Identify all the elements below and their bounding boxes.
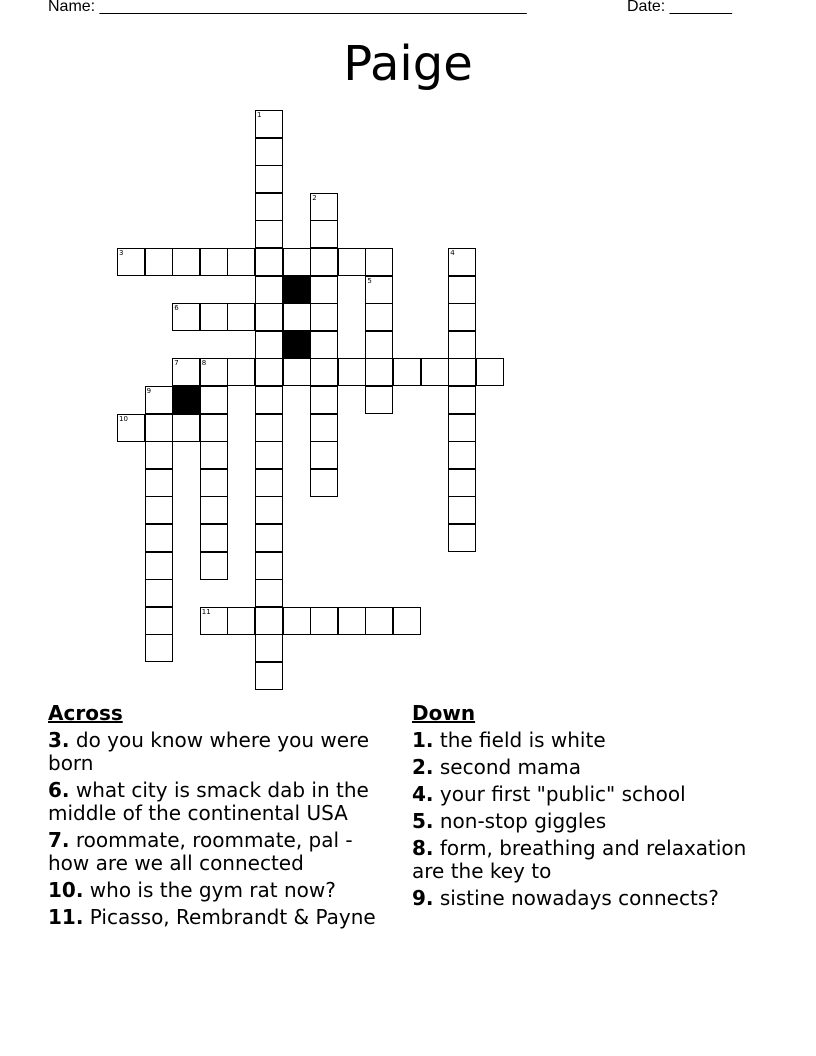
grid-cell[interactable] <box>310 193 338 221</box>
down-clues <box>412 702 752 914</box>
grid-cell[interactable] <box>310 386 338 414</box>
grid-cell[interactable] <box>200 441 228 469</box>
clue-number: 1. <box>412 728 434 752</box>
grid-cell[interactable] <box>145 386 173 414</box>
grid-cell[interactable] <box>200 386 228 414</box>
grid-cell[interactable] <box>255 607 283 635</box>
grid-cell[interactable] <box>145 607 173 635</box>
grid-cell[interactable] <box>227 607 255 635</box>
grid-cell[interactable] <box>283 607 311 635</box>
grid-cell[interactable] <box>227 248 255 276</box>
clue-number: 10. <box>48 878 84 902</box>
grid-cell[interactable] <box>255 662 283 690</box>
clue-text: do you know where you were born <box>48 728 370 775</box>
clue-number: 7. <box>48 828 70 852</box>
grid-cell[interactable] <box>145 579 173 607</box>
across-clues <box>48 702 393 933</box>
grid-cell[interactable] <box>255 386 283 414</box>
grid-cell[interactable] <box>448 303 476 331</box>
clue-text: what city is smack dab in the middle of the continental USA <box>48 778 369 825</box>
grid-cell[interactable] <box>255 358 283 386</box>
blocked-cell <box>283 276 311 304</box>
grid-cell[interactable] <box>200 607 228 635</box>
clue-text: the field is white <box>433 728 606 752</box>
grid-cell[interactable] <box>365 386 393 414</box>
grid-cell[interactable] <box>255 414 283 442</box>
grid-cell[interactable] <box>365 331 393 359</box>
clue-number-label: 8 <box>201 359 207 368</box>
grid-cell[interactable] <box>145 414 173 442</box>
name-field-label: Name: ________________________________________________ <box>48 0 527 15</box>
down-clue <box>412 837 752 883</box>
grid-cell[interactable] <box>255 579 283 607</box>
grid-cell[interactable] <box>310 469 338 497</box>
grid-cell[interactable] <box>310 441 338 469</box>
grid-cell[interactable] <box>255 220 283 248</box>
grid-cell[interactable] <box>310 220 338 248</box>
grid-cell[interactable] <box>365 303 393 331</box>
clue-number-label: 10 <box>119 414 128 423</box>
clue-text: who is the gym rat now? <box>83 878 336 902</box>
grid-cell[interactable] <box>255 496 283 524</box>
clue-number-label: 7 <box>174 359 179 368</box>
clue-number: 3. <box>48 728 70 752</box>
grid-cell[interactable] <box>283 358 311 386</box>
blocked-cell <box>172 386 200 414</box>
clue-number: 11. <box>48 905 84 929</box>
grid-cell[interactable] <box>145 552 173 580</box>
grid-cell[interactable] <box>145 524 173 552</box>
grid-cell[interactable] <box>393 607 421 635</box>
grid-cell[interactable] <box>365 248 393 276</box>
clue-number-label: 9 <box>146 387 152 395</box>
down-heading: Down <box>412 701 476 725</box>
grid-cell[interactable] <box>227 303 255 331</box>
grid-cell[interactable] <box>255 165 283 193</box>
grid-cell[interactable] <box>200 524 228 552</box>
clue-number: 9. <box>412 886 434 910</box>
grid-cell[interactable] <box>172 414 200 442</box>
grid-cell[interactable] <box>255 248 283 276</box>
grid-cell[interactable] <box>476 358 504 386</box>
grid-cell[interactable] <box>200 552 228 580</box>
grid-cell[interactable] <box>255 110 283 138</box>
grid-cell[interactable] <box>310 248 338 276</box>
grid-cell[interactable] <box>255 331 283 359</box>
grid-cell[interactable] <box>200 248 228 276</box>
clue-number: 6. <box>48 778 70 802</box>
grid-cell[interactable] <box>338 358 366 386</box>
grid-cell[interactable] <box>255 469 283 497</box>
grid-cell[interactable] <box>145 441 173 469</box>
blocked-cell <box>283 331 311 359</box>
down-clue <box>412 887 752 910</box>
grid-cell[interactable] <box>255 441 283 469</box>
clue-text: Picasso, Rembrandt & Payne <box>83 905 376 929</box>
date-field-label: Date: _______ <box>627 0 732 15</box>
grid-cell[interactable] <box>365 358 393 386</box>
grid-cell[interactable] <box>448 248 476 276</box>
grid-cell[interactable] <box>145 496 173 524</box>
across-clue <box>48 879 393 902</box>
clue-number: 2. <box>412 755 434 779</box>
down-clue <box>412 783 752 806</box>
clue-number: 5. <box>412 809 434 833</box>
across-clue <box>48 906 393 929</box>
grid-cell[interactable] <box>448 441 476 469</box>
clue-number: 4. <box>412 782 434 806</box>
grid-cell[interactable] <box>365 276 393 304</box>
across-clue <box>48 729 393 775</box>
grid-cell[interactable] <box>255 552 283 580</box>
grid-cell[interactable] <box>448 414 476 442</box>
clue-text: sistine nowadays connects? <box>433 886 719 910</box>
clue-number-label: 5 <box>367 276 372 285</box>
clue-text: non-stop giggles <box>433 809 607 833</box>
clue-number-label: 11 <box>201 607 211 616</box>
clue-number-label: 4 <box>450 249 455 257</box>
grid-cell[interactable] <box>255 193 283 221</box>
grid-cell[interactable] <box>255 524 283 552</box>
grid-cell[interactable] <box>448 276 476 304</box>
grid-cell[interactable] <box>310 607 338 635</box>
clue-number-label: 6 <box>174 304 179 313</box>
across-clue <box>48 779 393 825</box>
grid-cell[interactable] <box>255 138 283 166</box>
grid-cell[interactable] <box>310 358 338 386</box>
grid-cell[interactable] <box>172 248 200 276</box>
grid-cell[interactable] <box>310 303 338 331</box>
grid-cell[interactable] <box>310 331 338 359</box>
grid-cell[interactable] <box>338 607 366 635</box>
grid-cell[interactable] <box>448 331 476 359</box>
grid-cell[interactable] <box>310 414 338 442</box>
down-clue <box>412 756 752 779</box>
grid-cell[interactable] <box>310 276 338 304</box>
clue-number: 8. <box>412 836 434 860</box>
grid-cell[interactable] <box>200 496 228 524</box>
grid-cell[interactable] <box>200 358 228 386</box>
clue-number-label: 3 <box>119 249 124 257</box>
grid-cell[interactable] <box>448 358 476 386</box>
grid-cell[interactable] <box>448 524 476 552</box>
clue-number-label: 2 <box>312 193 317 202</box>
down-clue <box>412 729 752 752</box>
grid-cell[interactable] <box>448 469 476 497</box>
grid-cell[interactable] <box>172 303 200 331</box>
grid-cell[interactable] <box>365 607 393 635</box>
grid-cell[interactable] <box>448 386 476 414</box>
grid-cell[interactable] <box>145 634 173 662</box>
clue-text: second mama <box>433 755 582 779</box>
grid-cell[interactable] <box>172 358 200 386</box>
clue-number-label: 1 <box>257 111 262 119</box>
puzzle-title: Paige <box>343 36 473 92</box>
grid-cell[interactable] <box>393 358 421 386</box>
grid-cell[interactable] <box>145 469 173 497</box>
grid-cell[interactable] <box>255 276 283 304</box>
grid-cell[interactable] <box>338 248 366 276</box>
grid-cell[interactable] <box>283 303 311 331</box>
across-heading: Across <box>48 701 123 725</box>
across-clue <box>48 829 393 875</box>
clue-text: form, breathing and relaxation are the key to <box>412 836 747 883</box>
clue-text: your first "public" school <box>433 782 686 806</box>
grid-cell[interactable] <box>117 414 145 442</box>
grid-cell[interactable] <box>227 358 255 386</box>
clue-text: roommate, roommate, pal - how are we all connected <box>48 828 353 875</box>
grid-cell[interactable] <box>145 248 173 276</box>
grid-cell[interactable] <box>200 303 228 331</box>
grid-cell[interactable] <box>117 248 145 276</box>
down-clue <box>412 810 752 833</box>
grid-cell[interactable] <box>283 248 311 276</box>
grid-cell[interactable] <box>200 469 228 497</box>
grid-cell[interactable] <box>200 414 228 442</box>
grid-cell[interactable] <box>448 496 476 524</box>
grid-cell[interactable] <box>255 303 283 331</box>
grid-cell[interactable] <box>421 358 449 386</box>
grid-cell[interactable] <box>255 634 283 662</box>
